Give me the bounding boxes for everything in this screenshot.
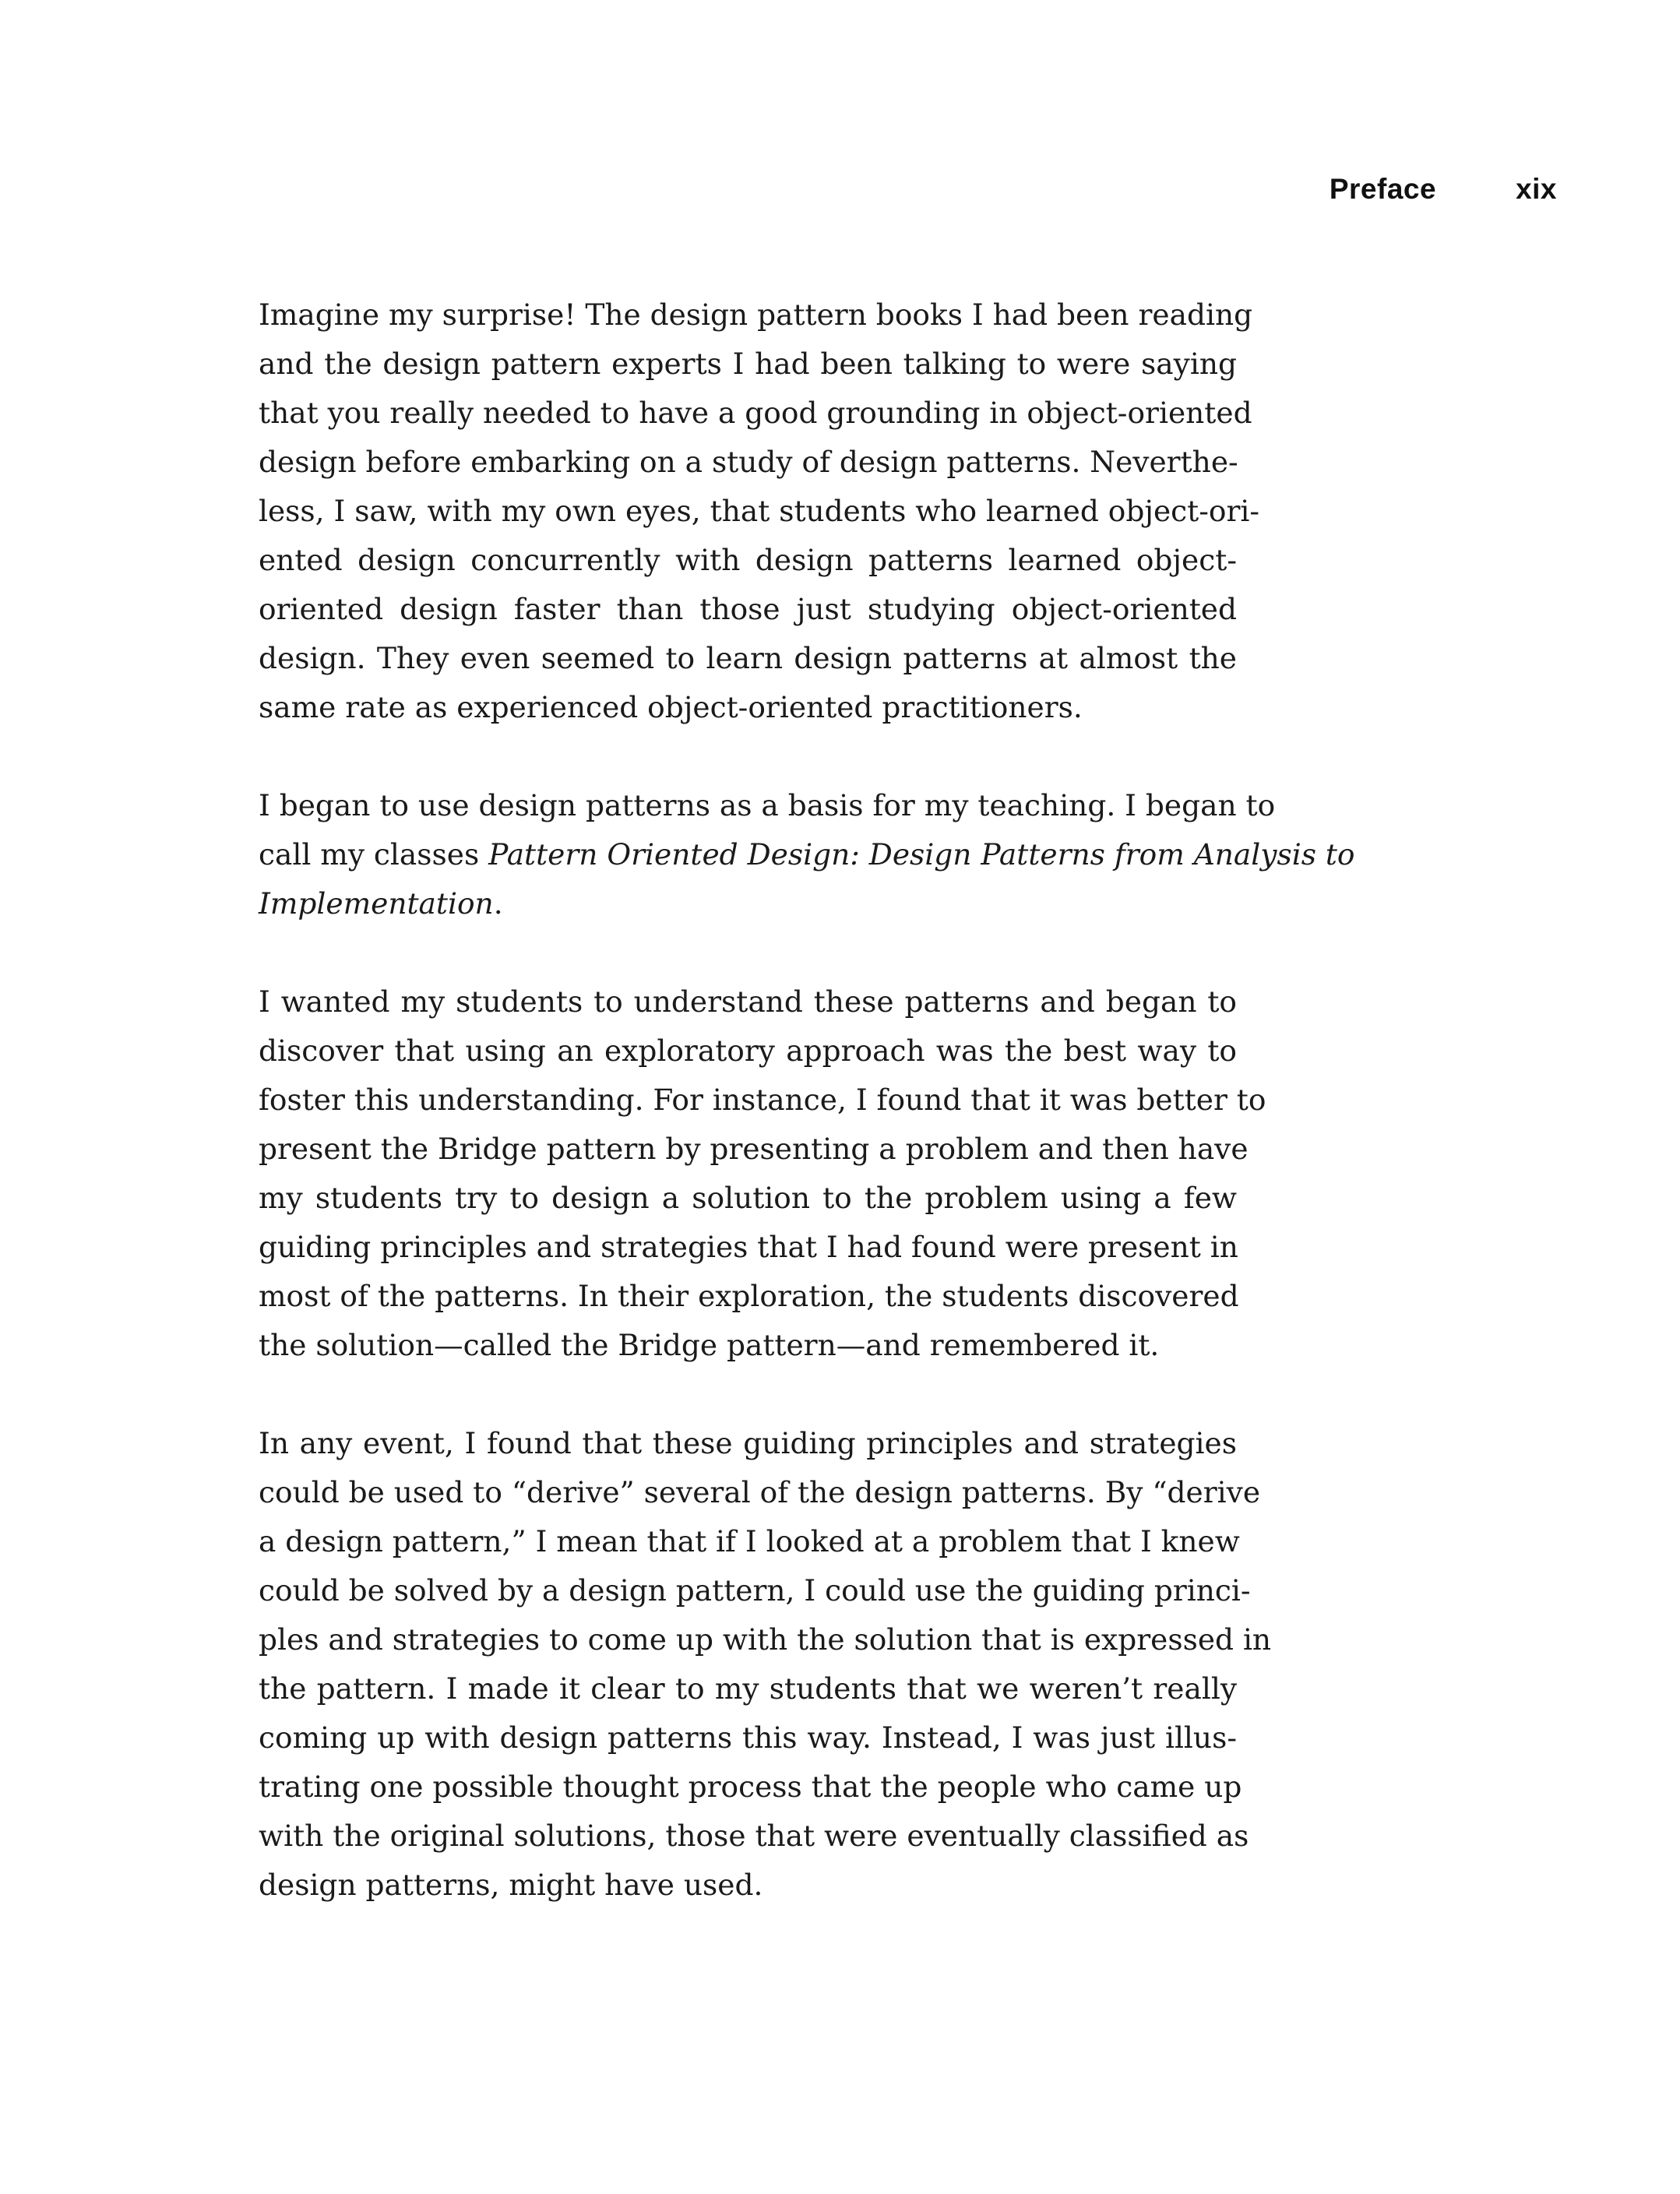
text-line: less, I saw, with my own eyes, that students who learned object-ori- bbox=[259, 494, 1260, 528]
text-line: ented design concurrently with design patterns learned object- bbox=[259, 543, 1237, 577]
text-line: discover that using an exploratory approach was the best way to bbox=[259, 1034, 1237, 1068]
text-line: Imagine my surprise! The design pattern books I had been reading bbox=[259, 298, 1253, 332]
text-line: oriented design faster than those just studying object-oriented bbox=[259, 592, 1237, 626]
text-line: coming up with design patterns this way. Instead, I was just illus- bbox=[259, 1720, 1237, 1755]
text-line: ples and strategies to come up with the solution that is expressed in bbox=[259, 1622, 1272, 1657]
text-line bbox=[259, 879, 1237, 928]
text-line: most of the patterns. In their exploration, the students discovered bbox=[259, 1279, 1239, 1313]
text-line: the pattern. I made it clear to my students that we weren’t really bbox=[259, 1671, 1237, 1706]
text-line bbox=[259, 830, 1355, 879]
text-line: that you really needed to have a good grounding in object-oriented bbox=[259, 396, 1252, 430]
section-title: Preface bbox=[1329, 173, 1437, 205]
text-line: the solution—called the Bridge pattern—and remembered it. bbox=[259, 1328, 1160, 1362]
text-line: design. They even seemed to learn design patterns at almost the bbox=[259, 641, 1237, 675]
text-line: In any event, I found that these guiding principles and strategies bbox=[259, 1426, 1237, 1460]
text-segment: . bbox=[493, 886, 503, 921]
text-line: and the design pattern experts I had been talking to were saying bbox=[259, 347, 1237, 381]
paragraph-4 bbox=[259, 1419, 1272, 1910]
text-line: design patterns, might have used. bbox=[259, 1868, 763, 1902]
paragraph-2 bbox=[259, 781, 1355, 928]
text-line: could be used to “derive” several of the design patterns. By “derive bbox=[259, 1475, 1261, 1509]
text-line: my students try to design a solution to the problem using a few bbox=[259, 1181, 1237, 1215]
text-line: could be solved by a design pattern, I could use the guiding princi- bbox=[259, 1573, 1251, 1608]
text-line: trating one possible thought process that the people who came up bbox=[259, 1770, 1242, 1804]
text-line: present the Bridge pattern by presenting a problem and then have bbox=[259, 1132, 1249, 1166]
page-number: xix bbox=[1516, 173, 1557, 205]
text-line: guiding principles and strategies that I had found were present in bbox=[259, 1230, 1238, 1264]
course-title-italic: Pattern Oriented Design: Design Patterns from Analysis to bbox=[488, 837, 1355, 872]
paragraph-3 bbox=[259, 977, 1266, 1370]
text-line: design before embarking on a study of design patterns. Neverthe- bbox=[259, 445, 1238, 479]
paragraph-1 bbox=[259, 291, 1260, 732]
text-line: a design pattern,” I mean that if I looked at a problem that I knew bbox=[259, 1524, 1240, 1558]
course-title-italic-end: Implementation bbox=[259, 886, 494, 921]
text-line: same rate as experienced object-oriented practitioners. bbox=[259, 690, 1083, 724]
body-text bbox=[259, 291, 1355, 1959]
text-line: foster this understanding. For instance, I found that it was better to bbox=[259, 1083, 1266, 1117]
text-line: I wanted my students to understand these patterns and began to bbox=[259, 984, 1237, 1019]
text-line: with the original solutions, those that were eventually classified as bbox=[259, 1819, 1249, 1853]
text-segment: call my classes bbox=[259, 837, 489, 872]
text-line: I began to use design patterns as a basis for my teaching. I began to bbox=[259, 788, 1276, 822]
running-head bbox=[1330, 173, 1557, 206]
